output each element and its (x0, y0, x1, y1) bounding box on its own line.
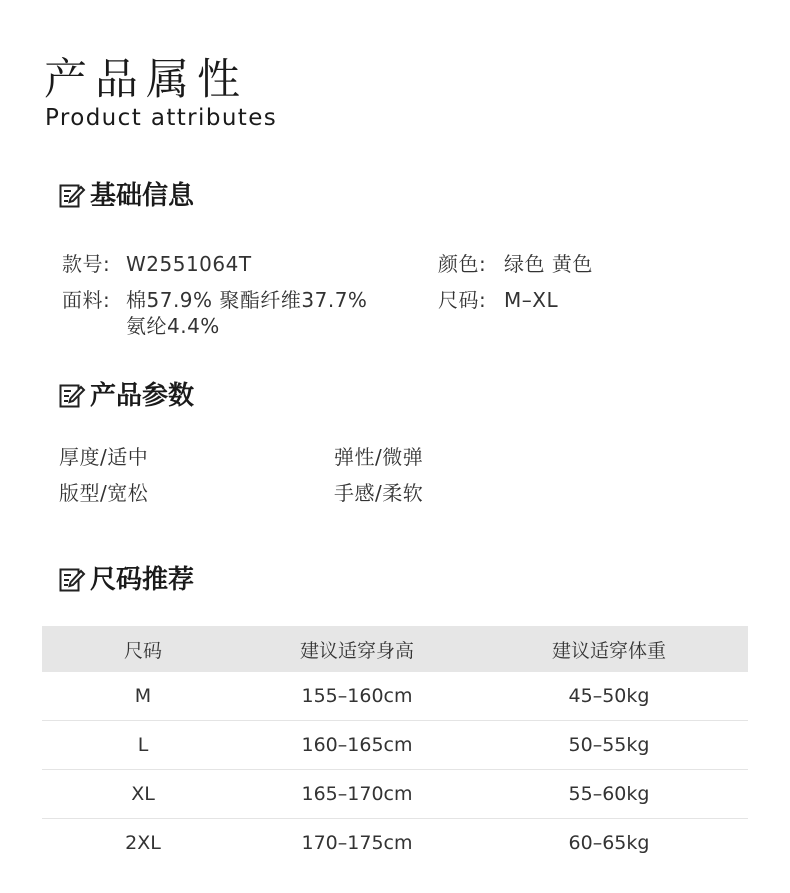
size-label: 尺码: (438, 288, 487, 312)
weight-cell: 60–65kg (568, 832, 650, 854)
column-header: 尺码 (123, 639, 162, 662)
height-cell: 155–160cm (301, 685, 413, 707)
section-params-header (58, 379, 194, 413)
column-header: 建议适穿体重 (551, 639, 666, 662)
weight-cell: 45–50kg (568, 685, 650, 707)
size-cell: XL (131, 783, 155, 805)
table-row (42, 672, 748, 721)
size-cell: L (137, 734, 149, 756)
weight-cell: 50–55kg (568, 734, 650, 756)
param-thickness: 厚度/适中 (59, 445, 149, 469)
height-cell: 160–165cm (301, 734, 413, 756)
param-elasticity: 弹性/微弹 (334, 445, 424, 469)
size-value: M–XL (504, 288, 559, 312)
fabric-value-line2: 氨纶4.4% (126, 314, 220, 338)
edit-note-icon (58, 382, 86, 410)
size-table (42, 626, 748, 867)
section-basic-info-header (58, 179, 194, 213)
fabric-value-line1: 棉57.9% 聚酯纤维37.7% (126, 288, 368, 312)
weight-cell: 55–60kg (568, 783, 650, 805)
param-fit: 版型/宽松 (59, 481, 149, 505)
page-title-cn: 产品属性 (44, 55, 248, 105)
table-row (42, 819, 748, 867)
section-params-title: 产品参数 (90, 381, 195, 411)
section-size-title: 尺码推荐 (90, 565, 195, 595)
size-cell: M (134, 685, 152, 707)
edit-note-icon (58, 182, 86, 210)
style-no-value: W2551064T (126, 252, 252, 276)
edit-note-icon (58, 566, 86, 594)
table-row (42, 770, 748, 819)
size-cell: 2XL (125, 832, 161, 854)
page-title-en: Product attributes (45, 105, 278, 131)
height-cell: 165–170cm (301, 783, 413, 805)
color-value: 绿色 黄色 (504, 252, 593, 276)
column-header: 建议适穿身高 (299, 639, 414, 662)
style-no-label: 款号: (62, 252, 111, 276)
table-header-row (42, 626, 748, 672)
param-feel: 手感/柔软 (334, 481, 424, 505)
color-label: 颜色: (438, 252, 487, 276)
height-cell: 170–175cm (301, 832, 413, 854)
table-row (42, 721, 748, 770)
section-size-header (58, 563, 194, 597)
fabric-label: 面料: (62, 288, 111, 312)
section-basic-info-title: 基础信息 (90, 181, 195, 211)
